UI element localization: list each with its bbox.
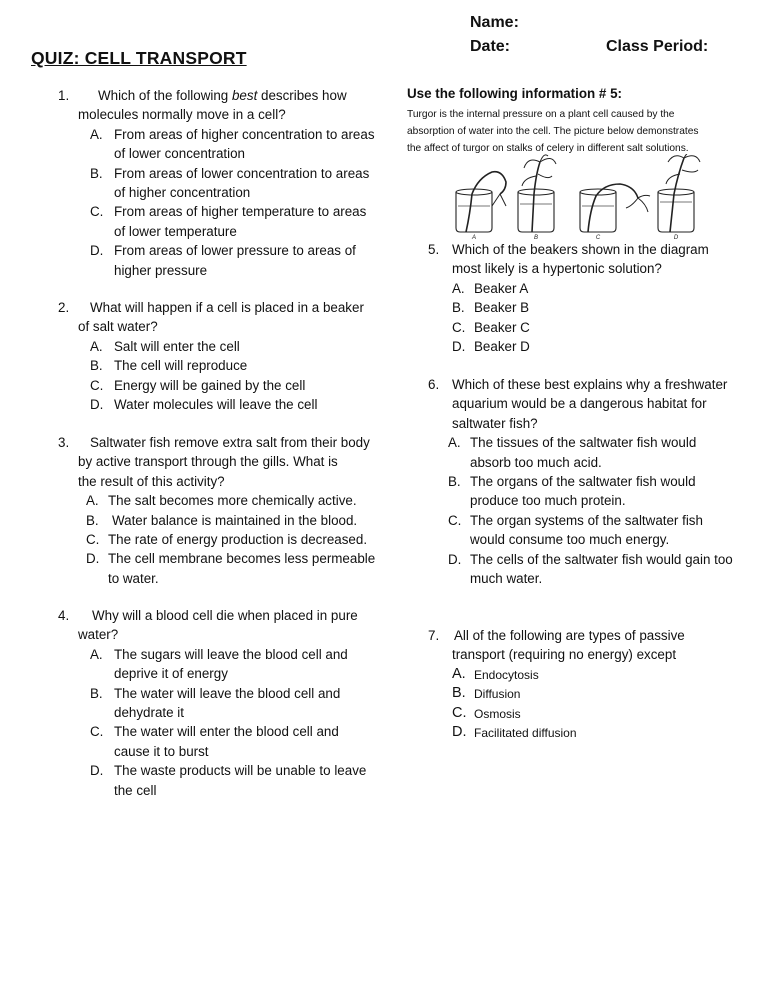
option-line: the cell xyxy=(114,782,157,798)
option-letter: B. xyxy=(90,165,103,181)
option-letter: C. xyxy=(90,724,104,740)
option-a[interactable]: Beaker A xyxy=(474,280,529,296)
question-stem-line: most likely is a hypertonic solution? xyxy=(452,261,662,277)
question-number: 4. xyxy=(58,608,70,623)
option-d[interactable]: Facilitated diffusion xyxy=(474,725,577,740)
option-letter: D. xyxy=(452,723,467,740)
option-letter: B. xyxy=(448,473,461,489)
option-b[interactable]: Beaker B xyxy=(474,300,530,316)
option-c[interactable]: The water will enter the blood cell and xyxy=(114,724,339,740)
question-stem-line: by active transport through the gills. What is xyxy=(78,454,338,470)
question-stem-line: the result of this activity? xyxy=(78,473,225,489)
question-stem: Which of the following best describes how xyxy=(98,88,347,103)
info-heading: Use the following information # 5: xyxy=(407,86,623,101)
question-number: 1. xyxy=(58,88,70,103)
question-stem: Which of the beakers shown in the diagram xyxy=(452,242,709,257)
option-d[interactable]: The waste products will be unable to leave xyxy=(114,763,367,779)
question-stem: What will happen if a cell is placed in a beaker xyxy=(90,300,364,315)
option-letter: B. xyxy=(452,685,466,702)
info-paragraph xyxy=(407,106,737,158)
question-number: 7. xyxy=(428,628,440,643)
option-letter: B. xyxy=(86,512,99,528)
info-line: the affect of turgor on stalks of celery in different salt solutions. xyxy=(407,143,689,155)
option-c[interactable]: Energy will be gained by the cell xyxy=(114,377,306,393)
question-stem-line: of salt water? xyxy=(78,319,158,335)
option-c[interactable]: The rate of energy production is decreased. xyxy=(108,531,368,547)
option-line: higher pressure xyxy=(114,262,208,278)
option-c[interactable]: The organ systems of the saltwater fish xyxy=(470,512,703,528)
option-letter: D. xyxy=(86,551,100,567)
option-line: much water. xyxy=(470,570,543,586)
info-line: absorption of water into the cell. The picture below demonstrates xyxy=(407,126,699,138)
option-letter: B. xyxy=(90,685,103,701)
question-stem-line: water? xyxy=(78,627,119,643)
option-letter: A. xyxy=(90,338,103,354)
beaker-label-d: D xyxy=(673,235,679,240)
option-b[interactable]: The organs of the saltwater fish would xyxy=(470,473,696,489)
question-stem: All of the following are types of passive xyxy=(454,628,685,643)
option-letter: C. xyxy=(90,204,104,220)
option-letter: D. xyxy=(90,763,104,779)
option-a[interactable]: The tissues of the saltwater fish would xyxy=(470,435,697,451)
beaker-label-b: B xyxy=(533,235,539,240)
option-letter: A. xyxy=(452,665,466,682)
option-letter: C. xyxy=(452,319,466,335)
option-letter: A. xyxy=(448,435,461,451)
name-label: Name: xyxy=(470,14,519,31)
option-a[interactable]: The salt becomes more chemically active. xyxy=(108,493,357,509)
option-line: of lower concentration xyxy=(114,146,246,162)
option-letter: A. xyxy=(90,126,103,142)
question-number: 6. xyxy=(428,377,440,392)
option-c[interactable]: Osmosis xyxy=(474,706,521,721)
option-letter: A. xyxy=(452,280,465,296)
question-stem: Why will a blood cell die when placed in pure xyxy=(92,608,358,623)
option-line: dehydrate it xyxy=(114,704,184,720)
option-line: deprive it of energy xyxy=(114,666,228,682)
question-stem-line: saltwater fish? xyxy=(452,415,538,431)
option-line: would consume too much energy. xyxy=(470,532,670,548)
option-b[interactable]: Diffusion xyxy=(474,687,521,702)
option-a[interactable]: From areas of higher concentration to areas xyxy=(114,126,375,142)
option-c[interactable]: From areas of higher temperature to areas xyxy=(114,204,367,220)
option-b[interactable]: Water balance is maintained in the blood. xyxy=(112,512,358,528)
option-line: absorb too much acid. xyxy=(470,454,602,470)
option-b[interactable]: The cell will reproduce xyxy=(114,358,248,374)
beaker-b xyxy=(518,155,556,232)
option-letter: C. xyxy=(452,704,467,721)
question-stem-line: aquarium would be a dangerous habitat for xyxy=(452,396,707,412)
option-letter: D. xyxy=(90,396,104,412)
beaker-label-a: A xyxy=(471,235,477,240)
quiz-title: QUIZ: CELL TRANSPORT xyxy=(31,48,247,68)
question-6 xyxy=(0,375,733,588)
question-stem: Which of these best explains why a freshwater xyxy=(452,377,728,392)
option-line: cause it to burst xyxy=(114,743,209,759)
question-number: 2. xyxy=(58,300,70,315)
option-d[interactable]: From areas of lower pressure to areas of xyxy=(114,243,356,259)
option-b[interactable]: The water will leave the blood cell and xyxy=(114,685,341,701)
option-letter: C. xyxy=(90,377,104,393)
beaker-d xyxy=(658,154,700,232)
option-b[interactable]: From areas of lower concentration to areas xyxy=(114,165,370,181)
celery-beakers-diagram xyxy=(448,154,718,240)
question-number: 5. xyxy=(428,242,440,257)
option-d[interactable]: The cell membrane becomes less permeable xyxy=(108,551,376,567)
option-letter: D. xyxy=(90,243,104,259)
option-a[interactable]: Salt will enter the cell xyxy=(114,338,240,354)
option-line: of lower temperature xyxy=(114,223,237,239)
question-stem: Saltwater fish remove extra salt from their body xyxy=(90,435,370,450)
beaker-c xyxy=(580,184,650,232)
option-d[interactable]: Water molecules will leave the cell xyxy=(114,396,318,412)
option-d[interactable]: The cells of the saltwater fish would gain too xyxy=(470,551,733,567)
question-stem-line: molecules normally move in a cell? xyxy=(78,107,286,123)
option-letter: C. xyxy=(86,531,100,547)
question-number: 3. xyxy=(58,435,70,450)
info-line: Turgor is the internal pressure on a plant cell caused by the xyxy=(407,109,675,120)
option-letter: A. xyxy=(86,493,99,509)
beaker-label-c: C xyxy=(595,235,601,240)
option-letter: C. xyxy=(448,512,462,528)
question-stem-line: transport (requiring no energy) except xyxy=(452,647,677,663)
option-d[interactable]: Beaker D xyxy=(474,338,530,354)
question-7 xyxy=(0,626,685,742)
option-letter: D. xyxy=(452,338,466,354)
class-period-label: Class Period: xyxy=(606,38,709,55)
date-label: Date: xyxy=(470,38,511,55)
option-c[interactable]: Beaker C xyxy=(474,319,530,335)
option-a[interactable]: Endocytosis xyxy=(474,667,539,682)
option-letter: A. xyxy=(90,646,103,662)
option-line: produce too much protein. xyxy=(470,493,626,509)
option-letter: D. xyxy=(448,551,462,567)
option-letter: B. xyxy=(452,300,465,316)
option-line: of higher concentration xyxy=(114,184,251,200)
beaker-a xyxy=(456,172,506,232)
option-letter: B. xyxy=(90,358,103,374)
option-a[interactable]: The sugars will leave the blood cell and xyxy=(114,646,348,662)
question-5 xyxy=(0,240,709,356)
option-line: to water. xyxy=(108,570,159,586)
